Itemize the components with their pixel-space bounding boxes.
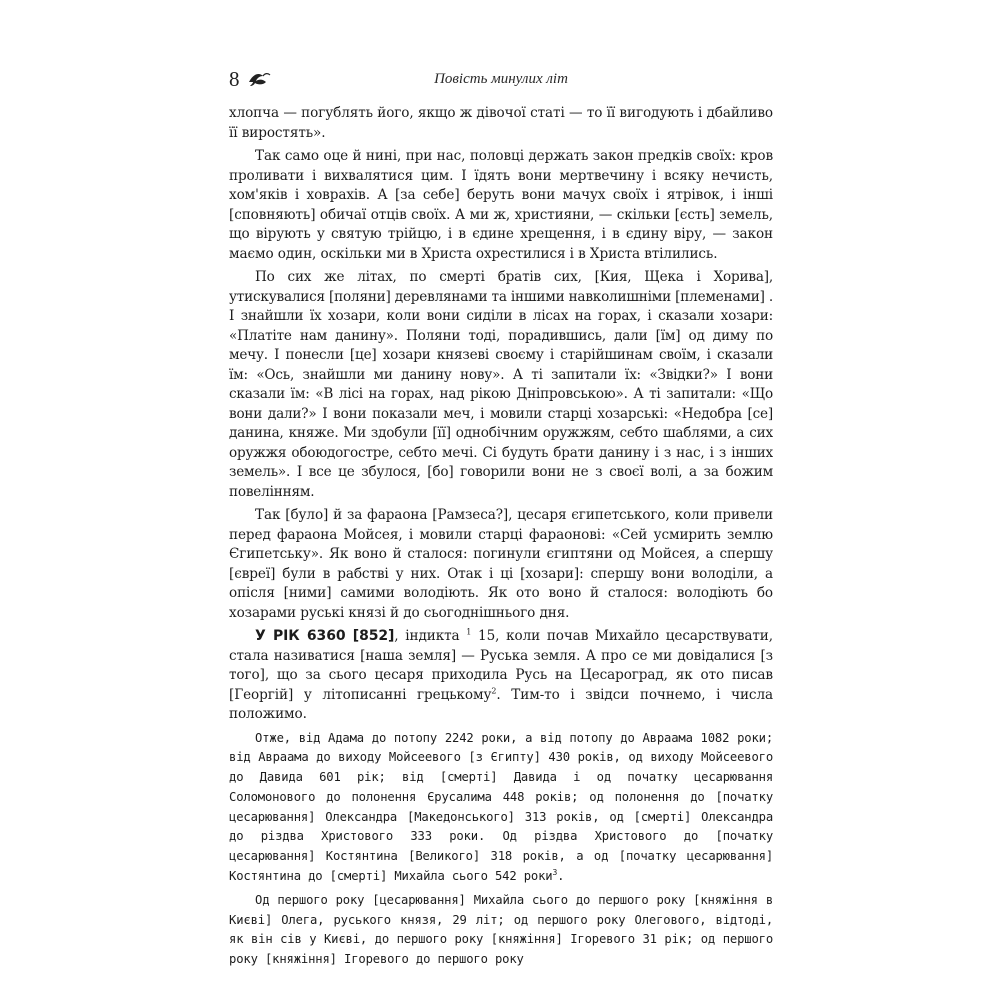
paragraph-6-text: Отже, від Адама до потопу 2242 роки, а від потопу до Авраама 1082 роки; від Авраама до виходу Мойсеевого [з Єгипту] 430 років, од виходу Мойсеевого до Давида 601 рік; від [смерті] Давида і од початку цесарювання Соломонового до полонення Єрусалима 448 років; од полонення до [початку цесарювання] Олександра [Македонського] 313 років, од [смерті] Олександра до різдва Христового 333 роки. Од різдва Христового до [початку цесарювання] Костянтина [Великого] 318 років, а од [початку цесарювання] Костянтина до [смерті] Михайла сього 542 роки xyxy=(229,730,773,884)
paragraph-6 xyxy=(229,729,773,887)
body-text xyxy=(229,104,773,974)
year-heading: У РІК 6360 [852] xyxy=(255,628,395,644)
page-number: 8 xyxy=(229,67,240,91)
paragraph-2: Так само оце й нині, при нас, половці держать закон предків своїх: кров проливати і вихвалятися цим. І їдять вони мертвечину і всяку нечисть, хом'яків і ховрахів. А [за себе] беруть вони мачух своїх і ятрівок, і інші [сповняють] обичаї отців своїх. А ми ж, християни, — скільки [єсть] земель, що вірують у святую трійцю, і в єдине хрещення, і в єдину віру, — закон маємо один, оскільки ми в Христа охрестилися і в Христа втілились. xyxy=(229,148,773,262)
paragraph-5-text-a: , індикта xyxy=(394,628,467,644)
running-title: Повість минулих літ xyxy=(434,71,568,87)
paragraph-5 xyxy=(229,627,773,725)
paragraph-6-text-end: . xyxy=(557,869,565,884)
footnote-ref-2: 2 xyxy=(491,685,497,695)
paragraph-5-text-c: . Тим-то і звідси почнемо, і числа положимо. xyxy=(229,686,773,722)
paragraph-5-text-b: 15, коли почав Михайло цесарствувати, стала називатися [наша земля] — Руська земля. А про се ми довідалися [з того], що за сього цесаря приходила Русь на Цесароград, як ото писав [Георгій] у літописанні грецькому xyxy=(229,628,773,703)
footnote-ref-3: 3 xyxy=(552,868,558,878)
paragraph-1: хлопча — погублять його, якщо ж дівочої статі — то її вигодують і дбайливо її виростять». xyxy=(229,105,773,141)
page-header xyxy=(229,66,773,96)
paragraph-3: По сих же літах, по смерті братів сих, [Кия, Щека і Хорива], утискувалися [поляни] деревлянами та іншими навколишніми [племенами] . І знайшли їх хозари, коли вони сиділи в лісах на горах, і сказали хозари: «Платіте нам данину». Поляни тоді, порадившись, дали [їм] од диму по мечу. І понесли [це] хозари князеві своєму і старійшинам своїм, і сказали їм: «Ось, знайшли ми данину нову». А ті запитали їх: «Звідки?» І вони сказали їм: «В лісі на горах, над рікою Дніпровською». А ті запитали: «Що вони дали?» І вони показали меч, і мовили старці хозарські: «Недобра [се] данина, княже. Ми здобули [її] однобічним оружжям, себто шаблями, а сих оружжя обоюдогостре, себто мечі. Сі будуть брати данину і з нас, і з інших земель». І все це збулося, [бо] говорили вони не з своєї волі, а за божим повелінням. xyxy=(229,269,773,500)
footnote-ref-1: 1 xyxy=(466,627,472,637)
paragraph-7: Од першого року [цесарювання] Михайла сього до першого року [княжіння в Києві] Олега, руського князя, 29 літ; од першого року Олегового, відтоді, як він сів у Києві, до першого року [княжіння] Ігоревого 31 рік; од першого року [княжіння] Ігоревого до першого року xyxy=(229,892,773,967)
paragraph-4: Так [було] й за фараона [Рамзеса?], цесаря єгипетського, коли привели перед фараона Мойсея, і мовили старці фараонові: «Сей усмирить землю Єгипетську». Як воно й сталося: погинули єгиптяни од Мойсея, а спершу [євреї] були в рабстві у них. Отак і ці [хозари]: спершу вони володіли, а опісля [ними] самими володіють. Як ото воно й сталося: володіють бо хозарами руські князі й до сьогоднішнього дня. xyxy=(229,507,773,621)
